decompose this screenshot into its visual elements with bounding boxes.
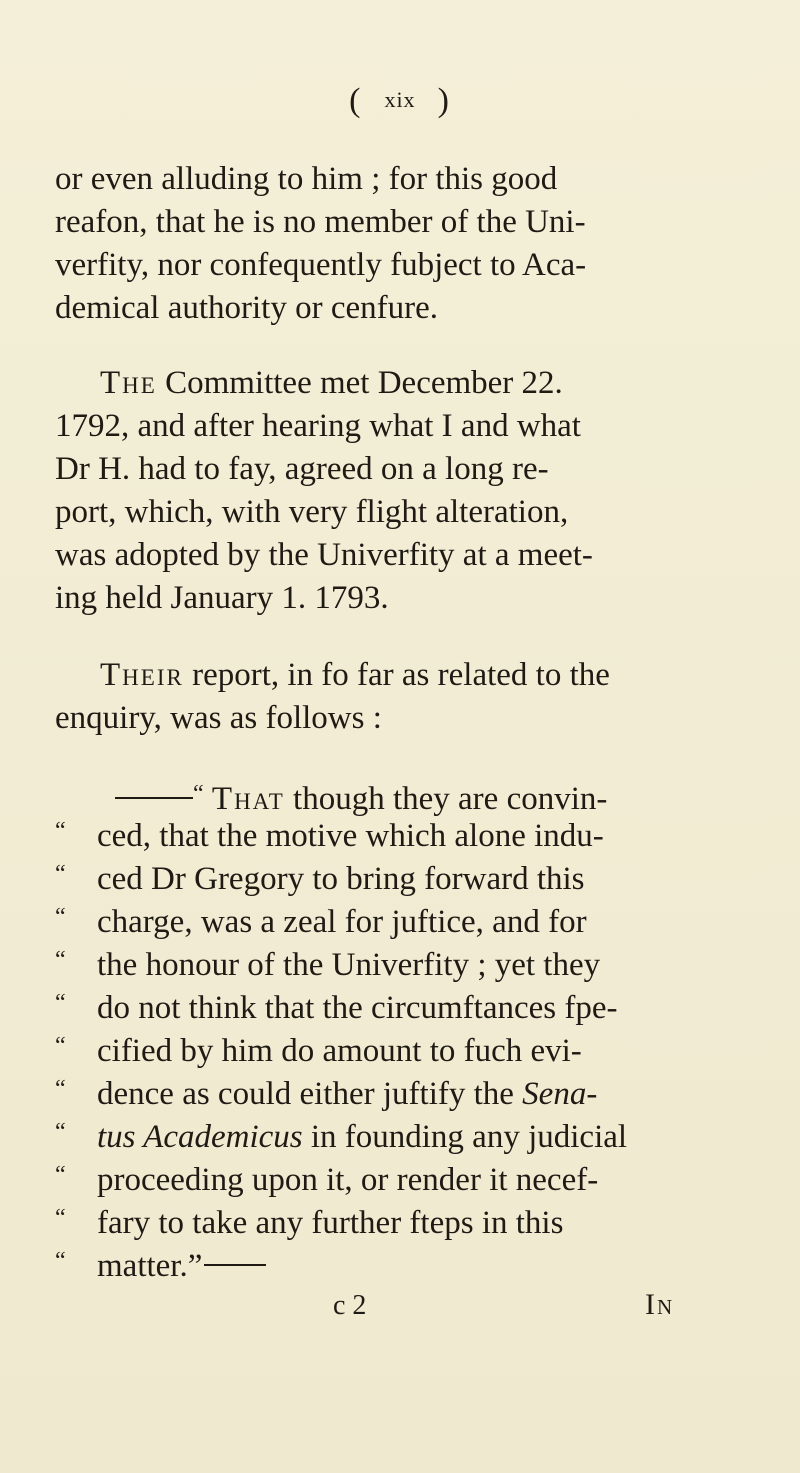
text-line: the honour of the Univerfity ; yet they — [97, 947, 601, 983]
page-header — [0, 82, 800, 120]
text-line — [97, 1246, 800, 1286]
line-text: dence as could either juftify the — [97, 1076, 523, 1112]
lead-word: The — [100, 365, 157, 401]
quote-mark: “ — [193, 781, 204, 807]
signature-mark: c 2 — [333, 1290, 367, 1321]
quote-mark: “ — [55, 1248, 66, 1274]
text-line: port, which, with very flight alteration, — [55, 494, 569, 530]
text-line — [100, 655, 800, 695]
text-line: was adopted by the Univerfity at a meet- — [55, 537, 593, 573]
line-text: though they are convin- — [284, 781, 608, 817]
text-line: charge, was a zeal for juftice, and for — [97, 904, 587, 940]
quote-mark: “ — [55, 1162, 66, 1188]
header-open-paren: ( — [349, 82, 363, 119]
text-line: reafon, that he is no member of the Uni- — [55, 204, 586, 240]
em-rule — [204, 1264, 266, 1266]
text-line: 1792, and after hearing what I and what — [55, 408, 581, 444]
quote-mark: “ — [55, 1119, 66, 1145]
text-line: ing held January 1. 1793. — [55, 580, 389, 616]
quote-mark: “ — [55, 904, 66, 930]
text-line — [115, 774, 800, 819]
text-line: ced Dr Gregory to bring forward this — [97, 861, 585, 897]
catchword: In — [645, 1288, 675, 1321]
text-line: ced, that the motive which alone indu- — [97, 818, 604, 854]
lead-word: That — [211, 781, 285, 817]
line-text: Committee met December 22. — [156, 365, 563, 401]
text-line: enquiry, was as follows : — [55, 700, 382, 736]
italic-text: tus Academicus — [97, 1119, 303, 1155]
text-line: do not think that the circumftances fpe- — [97, 990, 618, 1026]
quote-mark: “ — [55, 947, 66, 973]
text-line — [97, 1074, 800, 1114]
text-line: proceeding upon it, or render it necef- — [97, 1162, 599, 1198]
quote-mark: “ — [55, 990, 66, 1016]
page-number: xix — [384, 87, 416, 112]
quote-mark: “ — [55, 1033, 66, 1059]
text-line: demical authority or cenfure. — [55, 290, 438, 326]
text-line — [100, 363, 800, 403]
quote-mark: “ — [55, 818, 66, 844]
text-line: verfity, nor confequently fubject to Aca- — [55, 247, 587, 283]
text-line: or even alluding to him ; for this good — [55, 161, 558, 197]
quote-mark: “ — [55, 861, 66, 887]
text-line — [97, 1117, 800, 1157]
lead-word: Their — [100, 657, 184, 693]
text-line: Dr H. had to fay, agreed on a long re- — [55, 451, 549, 487]
line-text: in founding any judicial — [302, 1119, 628, 1155]
text-line: cified by him do amount to fuch evi- — [97, 1033, 582, 1069]
header-close-paren: ) — [437, 82, 451, 119]
line-text: matter.” — [97, 1248, 203, 1284]
em-rule — [115, 797, 193, 799]
quote-mark: “ — [55, 1205, 66, 1231]
italic-text: Sena- — [522, 1076, 598, 1112]
line-text: report, in fo far as related to the — [183, 657, 610, 693]
text-line: fary to take any further fteps in this — [97, 1205, 564, 1241]
quote-mark: “ — [55, 1076, 66, 1102]
